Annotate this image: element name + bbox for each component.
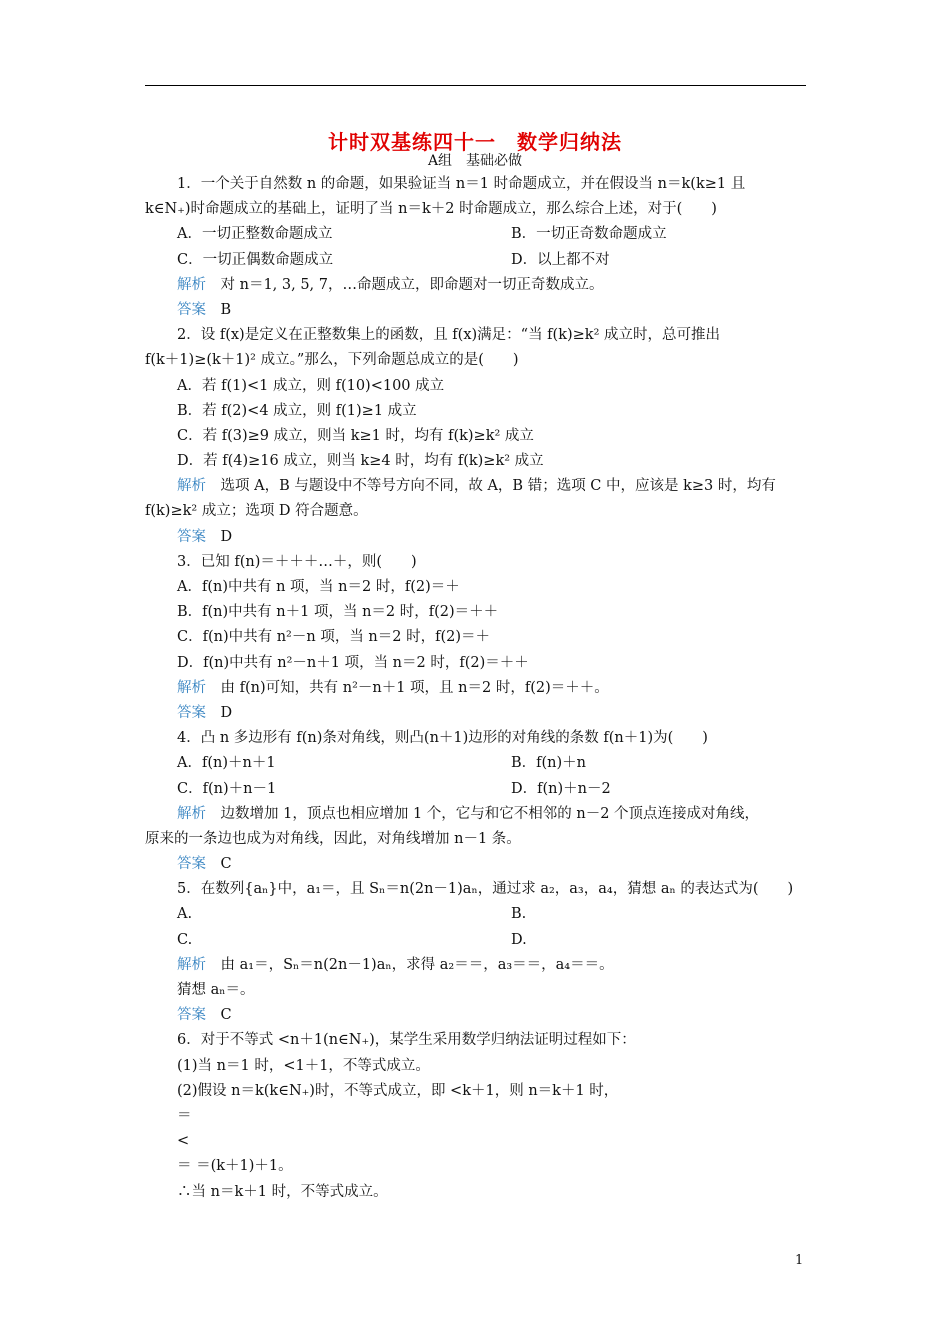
q2-analysis-line2: f(k)≥k² 成立；选项 D 符合题意。 [145,503,368,520]
q6-eq1: ＝ [177,1107,192,1124]
q4-option-b: B．f(n)＋n [511,755,587,772]
q2-option-a: A．若 f(1)<1 成立，则 f(10)<100 成立 [177,377,445,394]
q1-option-d: D．以上都不对 [511,251,610,268]
q2-stem-line1: 2．设 f(x)是定义在正整数集上的函数，且 f(x)满足：“当 f(k)≥k² 成立时，总可推出 [177,327,721,344]
analysis-tag: 解析 [177,805,206,822]
q6-step2: (2)假设 n＝k(k∈N₊)时，不等式成立，即 <k＋1，则 n＝k＋1 时， [177,1082,619,1099]
q1-stem-line2: k∈N₊)时命题成立的基础上，证明了当 n＝k＋2 时命题成立，那么综合上述，对于( ) [145,201,717,218]
q6-stem: 6．对于不等式 <n＋1(n∈N₊)，某学生采用数学归纳法证明过程如下： [177,1032,636,1049]
q4-options-cd [145,777,810,802]
q1-options-cd [145,248,810,273]
q5-option-c: C. [177,931,193,948]
q4-stem: 4．凸 n 多边形有 f(n)条对角线，则凸(n＋1)边形的对角线的条数 f(n＋1)为( ) [177,730,708,747]
q1-option-c: C．一切正偶数命题成立 [177,251,334,268]
q1-answer-value: B [220,301,232,318]
document-body [145,172,810,1205]
answer-tag: 答案 [177,704,206,721]
q2-stem-line2: f(k＋1)≥(k＋1)² 成立。”那么，下列命题总成立的是( ) [145,352,519,369]
q1-analysis-text: 对 n＝1, 3, 5, 7，…命题成立，即命题对一切正奇数成立。 [220,276,604,293]
analysis-tag: 解析 [177,478,206,495]
q1-option-b: B．一切正奇数命题成立 [511,226,667,243]
q1-analysis [145,273,810,298]
q5-option-a: A. [177,906,193,923]
header-rule [145,85,806,86]
q5-stem: 5．在数列{aₙ}中，a₁＝，且 Sₙ＝n(2n－1)aₙ，通过求 a₂，a₃，a₄，猜想 aₙ 的表达式为( ) [177,881,794,898]
analysis-tag: 解析 [177,276,206,293]
q4-options-ab [145,751,810,776]
q5-answer-value: C [220,1007,232,1024]
page-number: 1 [795,1253,804,1268]
q3-answer [145,701,810,726]
q5-analysis [145,953,810,978]
q3-option-a: A．f(n)中共有 n 项，当 n＝2 时，f(2)＝＋ [177,579,460,595]
answer-tag: 答案 [177,856,206,873]
q5-option-d: D. [511,931,527,948]
q5-options-ab [145,902,810,927]
q5-guess: 猜想 aₙ＝。 [177,982,255,998]
q6-conclusion: ∴当 n＝k＋1 时，不等式成立。 [177,1183,388,1200]
q2-analysis-line1 [145,474,810,499]
q4-analysis-line2: 原来的一条边也成为对角线，因此，对角线增加 n－1 条。 [145,830,521,847]
q2-option-d: D．若 f(4)≥16 成立，则当 k≥4 时，均有 f(k)≥k² 成立 [177,453,544,470]
q4-option-a: A．f(n)＋n＋1 [177,755,276,772]
q4-option-c: C．f(n)＋n－1 [177,780,277,797]
q1-stem-line1: 1．一个关于自然数 n 的命题，如果验证当 n＝1 时命题成立，并在假设当 n＝k(k≥1 且 [177,176,746,192]
q4-option-d: D．f(n)＋n－2 [511,780,611,797]
q1-options-ab [145,222,810,247]
q3-option-d: D．f(n)中共有 n²－n＋1 项，当 n＝2 时，f(2)＝＋＋ [177,654,529,671]
section-subtitle: A组 基础必做 [427,153,523,169]
analysis-tag: 解析 [177,679,206,696]
q2-answer-value: D [220,528,233,545]
q2-answer [145,525,810,550]
q3-analysis [145,676,810,701]
answer-tag: 答案 [177,1007,206,1024]
q3-stem: 3．已知 f(n)＝＋＋＋…＋，则( ) [177,553,417,570]
q1-answer [145,298,810,323]
q5-answer [145,1003,810,1028]
q2-analysis-text1: 选项 A，B 与题设中不等号方向不同，故 A，B 错；选项 C 中，应该是 k≥3 时，均有 [220,478,776,495]
q5-options-cd [145,928,810,953]
q4-analysis-line1 [145,802,810,827]
q2-option-c: C．若 f(3)≥9 成立，则当 k≥1 时，均有 f(k)≥k² 成立 [177,427,534,444]
q3-analysis-text: 由 f(n)可知，共有 n²－n＋1 项，且 n＝2 时，f(2)＝＋＋。 [220,679,609,696]
q1-option-a: A．一切正整数命题成立 [177,226,333,243]
answer-tag: 答案 [177,301,206,318]
q4-analysis-text1: 边数增加 1，顶点也相应增加 1 个，它与和它不相邻的 n－2 个顶点连接成对角线， [220,805,760,822]
q3-option-b: B．f(n)中共有 n＋1 项，当 n＝2 时，f(2)＝＋＋ [177,604,499,621]
q6-eq2: < [177,1133,190,1150]
q6-eq3: ＝ ＝(k＋1)＋1。 [177,1158,293,1175]
q5-analysis-text: 由 a₁＝，Sₙ＝n(2n－1)aₙ，求得 a₂＝＝，a₃＝＝，a₄＝＝。 [220,956,614,973]
answer-tag: 答案 [177,528,206,545]
q3-option-c: C．f(n)中共有 n²－n 项，当 n＝2 时，f(2)＝＋ [177,629,491,646]
q4-answer [145,852,810,877]
q4-answer-value: C [220,856,232,873]
q5-option-b: B. [511,906,527,923]
q3-answer-value: D [220,704,233,721]
q2-option-b: B．若 f(2)<4 成立，则 f(1)≥1 成立 [177,402,417,419]
analysis-tag: 解析 [177,956,206,973]
page-title: 计时双基练四十一 数学归纳法 [328,130,622,154]
q6-step1: (1)当 n＝1 时，<1＋1，不等式成立。 [177,1057,430,1074]
